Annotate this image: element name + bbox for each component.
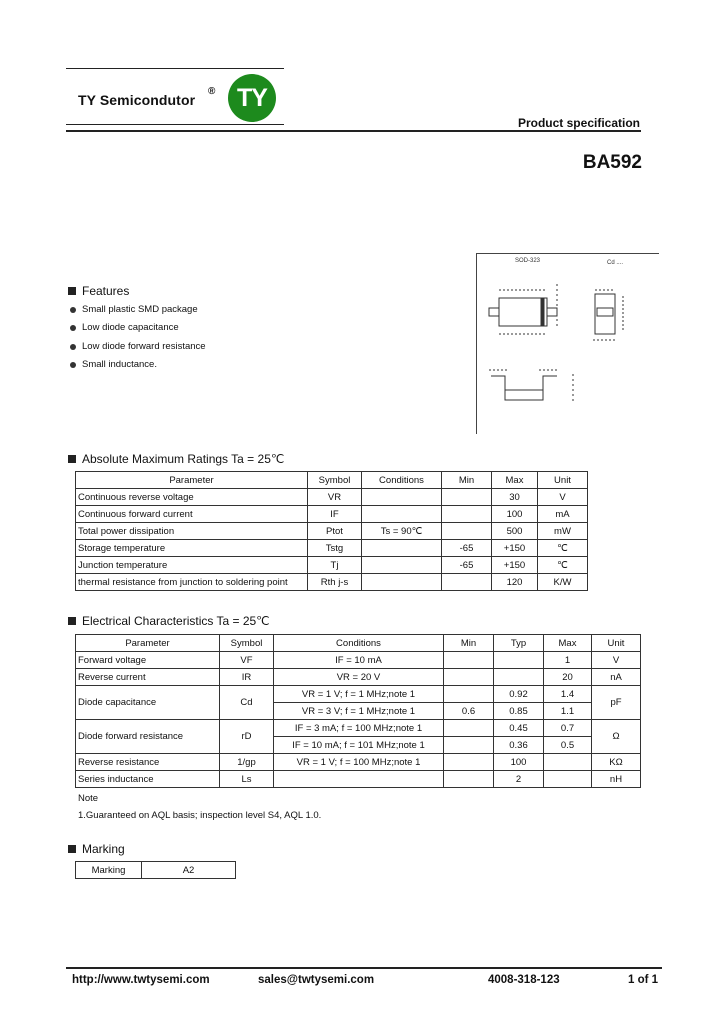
- col-header: Symbol: [308, 472, 362, 489]
- page-number: 1 of 1: [628, 974, 659, 986]
- table-row: Continuous forward current IF 100 mA: [76, 506, 588, 523]
- section-bullet-icon: [68, 845, 76, 853]
- header-rule-top: [66, 68, 284, 69]
- footer-phone: 4008-318-123: [488, 974, 560, 986]
- feature-item: Low diode capacitance: [70, 322, 179, 333]
- section-bullet-icon: [68, 455, 76, 463]
- footer-rule: [66, 967, 662, 969]
- table-row: Continuous reverse voltage VR 30 V: [76, 489, 588, 506]
- col-header: Conditions: [362, 472, 442, 489]
- table-row: VR = 3 V; f = 1 MHz;note 1 0.6 0.85 1.1: [76, 703, 641, 720]
- table-row: Total power dissipation Ptot Ts = 90℃ 500 mW: [76, 523, 588, 540]
- company-logo: TY: [228, 74, 276, 122]
- package-outline-drawing: [476, 253, 659, 434]
- footer-website-link[interactable]: http://www.twtysemi.com: [72, 974, 210, 986]
- bullet-icon: [70, 307, 76, 313]
- table-row: IF = 10 mA; f = 101 MHz;note 1 0.36 0.5: [76, 737, 641, 754]
- elec-heading: Electrical Characteristics Ta = 25℃: [68, 614, 270, 628]
- bullet-icon: [70, 362, 76, 368]
- marking-table: [75, 861, 236, 879]
- package-label-right: Cd ....: [607, 260, 624, 266]
- bullet-icon: [70, 325, 76, 331]
- spec-rule: [66, 130, 641, 132]
- table-row: Diode forward resistance rD IF = 3 mA; f = 100 MHz;note 1 0.45 0.7 Ω: [76, 720, 641, 737]
- abs-max-heading: Absolute Maximum Ratings Ta = 25℃: [68, 452, 284, 466]
- doc-type: Product specification: [517, 116, 640, 130]
- feature-item: Small inductance.: [70, 359, 157, 370]
- table-row: Storage temperature Tstg -65 +150 ℃: [76, 540, 588, 557]
- registered-mark: ®: [208, 86, 216, 97]
- col-header: Max: [492, 472, 538, 489]
- package-name: SOD-323: [515, 258, 541, 264]
- table-row: Junction temperature Tj -65 +150 ℃: [76, 557, 588, 574]
- elec-table: [75, 634, 641, 788]
- col-header: Parameter: [76, 472, 308, 489]
- table-row: Series inductance Ls 2 nH: [76, 771, 641, 788]
- abs-max-table: [75, 471, 588, 591]
- section-bullet-icon: [68, 617, 76, 625]
- part-number: BA592: [582, 152, 642, 173]
- header-rule-bottom: [66, 124, 284, 125]
- package-drawing-svg: [477, 254, 659, 434]
- feature-item: Low diode forward resistance: [70, 341, 206, 352]
- col-header: Unit: [538, 472, 588, 489]
- bullet-icon: [70, 344, 76, 350]
- brand-name: TY Semicondutor: [78, 92, 196, 108]
- table-header-row: Parameter Symbol Conditions Min Typ Max Unit: [76, 635, 641, 652]
- footer-email-link[interactable]: sales@twtysemi.com: [258, 974, 375, 986]
- table-row: Forward voltage VF IF = 10 mA 1 V: [76, 652, 641, 669]
- table-row: Diode capacitance Cd VR = 1 V; f = 1 MHz;note 1 0.92 1.4 pF: [76, 686, 641, 703]
- table-row: Reverse resistance 1/gp VR = 1 V; f = 100 MHz;note 1 100 KΩ: [76, 754, 641, 771]
- feature-item: Small plastic SMD package: [70, 304, 198, 315]
- note-line: 1.Guaranteed on AQL basis; inspection level S4, AQL 1.0.: [78, 810, 322, 821]
- features-heading: Features: [68, 284, 129, 298]
- marking-heading: Marking: [68, 842, 125, 856]
- table-row: Reverse current IR VR = 20 V 20 nA: [76, 669, 641, 686]
- table-header-row: [76, 472, 588, 489]
- note-title: Note: [78, 793, 99, 804]
- table-row: Marking A2: [76, 862, 236, 879]
- col-header: Min: [442, 472, 492, 489]
- table-row: thermal resistance from junction to soldering point Rth j-s 120 K/W: [76, 574, 588, 591]
- section-bullet-icon: [68, 287, 76, 295]
